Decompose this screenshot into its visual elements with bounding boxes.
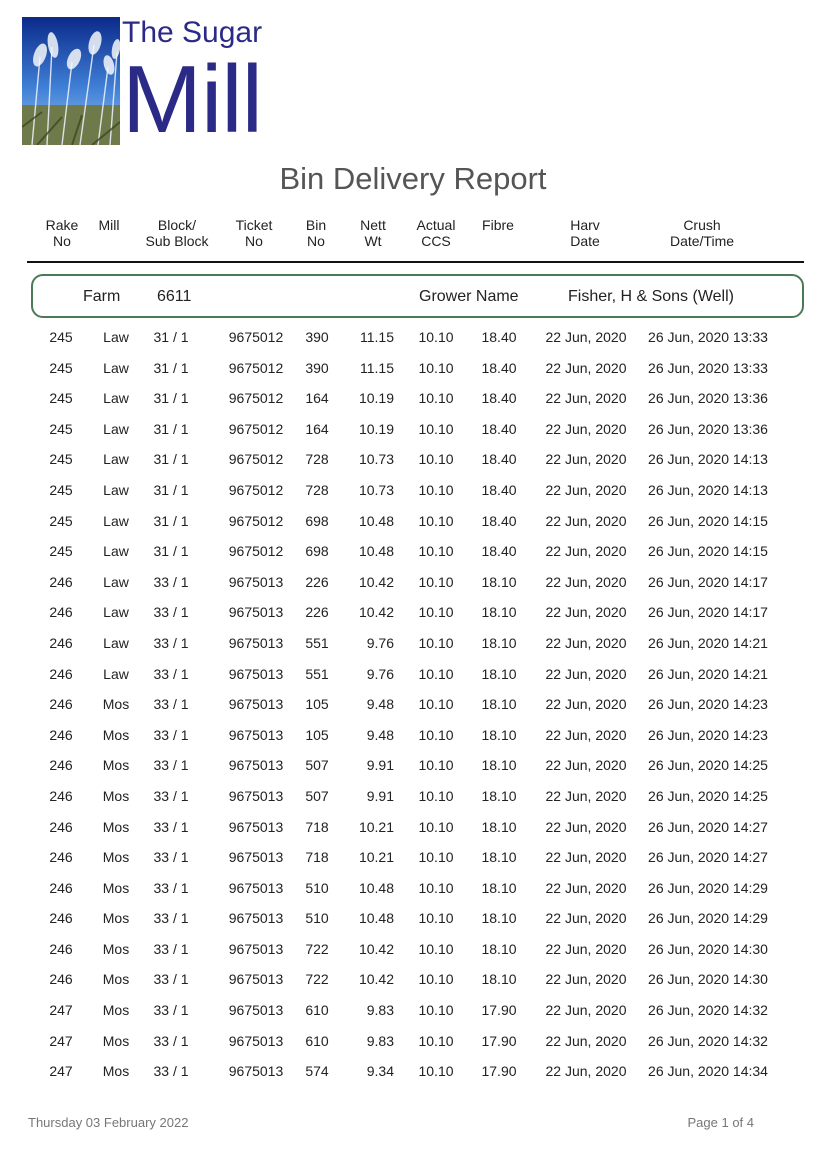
- table-row: [0, 781, 826, 812]
- cell-actual-ccs: 10.10: [418, 451, 454, 468]
- cell-ticket-no: 9675012: [228, 359, 284, 376]
- cell-harv-date: 22 Jun, 2020: [545, 787, 627, 804]
- cell-rake-no: 246: [49, 757, 73, 774]
- cell-mill: Law: [103, 451, 129, 468]
- cell-block: 33 / 1: [153, 1032, 189, 1049]
- cell-block: 31 / 1: [153, 481, 189, 498]
- cell-rake-no: 246: [49, 910, 73, 927]
- cell-actual-ccs: 10.10: [418, 329, 454, 345]
- cell-mill: Law: [103, 359, 129, 376]
- cell-fibre: 18.40: [481, 420, 517, 437]
- cell-ticket-no: 9675012: [228, 543, 284, 560]
- cell-mill: Law: [103, 604, 129, 621]
- cell-harv-date: 22 Jun, 2020: [545, 849, 627, 866]
- table-row: [0, 506, 826, 537]
- cell-nett-wt: 10.48: [358, 543, 394, 560]
- header-rake-no: Rake No: [45, 217, 79, 249]
- cell-block: 33 / 1: [153, 1063, 189, 1080]
- table-row: [0, 444, 826, 475]
- cell-rake-no: 246: [49, 726, 73, 743]
- cell-block: 31 / 1: [153, 359, 189, 376]
- cell-bin-no: 728: [305, 451, 329, 468]
- cell-bin-no: 105: [305, 726, 329, 743]
- cell-nett-wt: 11.15: [360, 359, 394, 376]
- cell-crush-datetime: 26 Jun, 2020 14:32: [648, 1002, 768, 1019]
- cell-nett-wt: 10.42: [358, 971, 394, 988]
- cell-bin-no: 551: [305, 665, 329, 682]
- cell-block: 33 / 1: [153, 971, 189, 988]
- cell-actual-ccs: 10.10: [418, 1032, 454, 1049]
- cell-mill: Mos: [102, 726, 130, 743]
- cell-fibre: 18.40: [481, 390, 517, 407]
- cell-ticket-no: 9675013: [228, 787, 284, 804]
- cell-harv-date: 22 Jun, 2020: [545, 910, 627, 927]
- cell-rake-no: 246: [49, 940, 73, 957]
- cell-rake-no: 246: [49, 634, 73, 651]
- cell-block: 31 / 1: [153, 390, 189, 407]
- cell-ticket-no: 9675013: [228, 696, 284, 713]
- cell-harv-date: 22 Jun, 2020: [545, 757, 627, 774]
- cell-nett-wt: 9.83: [366, 1002, 394, 1019]
- cell-block: 33 / 1: [153, 726, 189, 743]
- cell-block: 31 / 1: [153, 420, 189, 437]
- cell-fibre: 18.10: [481, 910, 517, 927]
- logo-text-main: Mill: [122, 46, 262, 153]
- header-harv-date: Harv Date: [570, 217, 600, 249]
- cell-bin-no: 507: [305, 787, 329, 804]
- cell-ticket-no: 9675013: [228, 726, 284, 743]
- cell-crush-datetime: 26 Jun, 2020 14:23: [648, 696, 768, 713]
- cell-bin-no: 698: [305, 512, 329, 529]
- table-row: [0, 353, 826, 384]
- cell-crush-datetime: 26 Jun, 2020 14:29: [648, 879, 768, 896]
- cell-mill: Law: [103, 420, 129, 437]
- cell-mill: Law: [103, 512, 129, 529]
- cell-ticket-no: 9675013: [228, 604, 284, 621]
- cell-ticket-no: 9675012: [228, 481, 284, 498]
- cell-block: 33 / 1: [153, 910, 189, 927]
- table-row: [0, 873, 826, 904]
- cell-mill: Mos: [102, 971, 130, 988]
- cell-mill: Law: [103, 573, 129, 590]
- farm-group-header: [31, 274, 804, 318]
- cell-nett-wt: 10.19: [358, 420, 394, 437]
- cell-crush-datetime: 26 Jun, 2020 14:13: [648, 451, 768, 468]
- cell-crush-datetime: 26 Jun, 2020 14:27: [648, 849, 768, 866]
- table-row: [0, 536, 826, 567]
- cell-block: 31 / 1: [153, 329, 189, 345]
- cell-rake-no: 245: [49, 359, 73, 376]
- cell-bin-no: 510: [305, 910, 329, 927]
- cell-ticket-no: 9675013: [228, 818, 284, 835]
- header-nett-wt: Nett Wt: [360, 217, 386, 249]
- cell-ticket-no: 9675012: [228, 390, 284, 407]
- cell-ticket-no: 9675013: [228, 971, 284, 988]
- cell-rake-no: 246: [49, 818, 73, 835]
- cell-actual-ccs: 10.10: [418, 481, 454, 498]
- cell-mill: Mos: [102, 1002, 130, 1019]
- cell-crush-datetime: 26 Jun, 2020 14:29: [648, 910, 768, 927]
- cell-fibre: 17.90: [481, 1063, 517, 1080]
- header-mill: Mill: [98, 217, 120, 233]
- cell-block: 33 / 1: [153, 1002, 189, 1019]
- header-actual-ccs: Actual CCS: [416, 217, 456, 249]
- cell-nett-wt: 9.76: [366, 634, 394, 651]
- cell-harv-date: 22 Jun, 2020: [545, 696, 627, 713]
- cell-harv-date: 22 Jun, 2020: [545, 604, 627, 621]
- cell-ticket-no: 9675013: [228, 910, 284, 927]
- cell-harv-date: 22 Jun, 2020: [545, 451, 627, 468]
- cell-fibre: 18.10: [481, 604, 517, 621]
- cell-nett-wt: 9.48: [366, 726, 394, 743]
- cell-actual-ccs: 10.10: [418, 696, 454, 713]
- cell-actual-ccs: 10.10: [418, 665, 454, 682]
- cell-block: 33 / 1: [153, 696, 189, 713]
- cell-rake-no: 246: [49, 787, 73, 804]
- cell-fibre: 18.40: [481, 543, 517, 560]
- table-row: [0, 1056, 826, 1087]
- cell-actual-ccs: 10.10: [418, 849, 454, 866]
- cell-mill: Mos: [102, 787, 130, 804]
- table-row: [0, 750, 826, 781]
- table-row: [0, 659, 826, 690]
- cell-ticket-no: 9675013: [228, 634, 284, 651]
- cell-fibre: 18.10: [481, 634, 517, 651]
- cell-harv-date: 22 Jun, 2020: [545, 1002, 627, 1019]
- cell-bin-no: 718: [305, 818, 329, 835]
- cell-fibre: 18.40: [481, 359, 517, 376]
- table-row: [0, 414, 826, 445]
- cell-harv-date: 22 Jun, 2020: [545, 573, 627, 590]
- footer-page-number: Page 1 of 4: [687, 1115, 754, 1130]
- cell-ticket-no: 9675013: [228, 879, 284, 896]
- cell-mill: Law: [103, 634, 129, 651]
- column-headers: [0, 217, 826, 257]
- cell-nett-wt: 9.48: [366, 696, 394, 713]
- cell-bin-no: 164: [305, 390, 329, 407]
- cell-block: 33 / 1: [153, 634, 189, 651]
- cell-nett-wt: 10.42: [358, 573, 394, 590]
- cell-rake-no: 246: [49, 573, 73, 590]
- cell-mill: Mos: [102, 757, 130, 774]
- cell-crush-datetime: 26 Jun, 2020 14:17: [648, 573, 768, 590]
- grower-label: Grower Name: [419, 288, 519, 305]
- cell-crush-datetime: 26 Jun, 2020 13:33: [648, 329, 768, 345]
- cell-crush-datetime: 26 Jun, 2020 14:17: [648, 604, 768, 621]
- cell-fibre: 18.10: [481, 849, 517, 866]
- cell-bin-no: 718: [305, 849, 329, 866]
- cell-fibre: 18.10: [481, 665, 517, 682]
- table-row: [0, 322, 826, 353]
- cell-harv-date: 22 Jun, 2020: [545, 512, 627, 529]
- table-row: [0, 475, 826, 506]
- cell-actual-ccs: 10.10: [418, 420, 454, 437]
- cell-harv-date: 22 Jun, 2020: [545, 1063, 627, 1080]
- logo-image: [22, 17, 120, 145]
- cell-nett-wt: 9.83: [366, 1032, 394, 1049]
- cell-actual-ccs: 10.10: [418, 787, 454, 804]
- cell-fibre: 18.10: [481, 757, 517, 774]
- cell-rake-no: 245: [49, 481, 73, 498]
- cell-fibre: 17.90: [481, 1002, 517, 1019]
- cell-bin-no: 551: [305, 634, 329, 651]
- cell-crush-datetime: 26 Jun, 2020 14:15: [648, 512, 768, 529]
- cell-mill: Mos: [102, 879, 130, 896]
- cell-bin-no: 390: [305, 359, 329, 376]
- cell-rake-no: 245: [49, 420, 73, 437]
- cell-rake-no: 247: [49, 1032, 73, 1049]
- cell-actual-ccs: 10.10: [418, 1002, 454, 1019]
- cell-mill: Mos: [102, 940, 130, 957]
- cell-actual-ccs: 10.10: [418, 512, 454, 529]
- cell-mill: Mos: [102, 696, 130, 713]
- cell-mill: Law: [103, 329, 129, 345]
- cell-actual-ccs: 10.10: [418, 634, 454, 651]
- table-row: [0, 964, 826, 995]
- grower-name: Fisher, H & Sons (Well): [568, 288, 734, 305]
- cell-bin-no: 574: [305, 1063, 329, 1080]
- cell-mill: Law: [103, 665, 129, 682]
- delivery-table-body: [0, 322, 826, 1087]
- table-row: [0, 903, 826, 934]
- cell-mill: Mos: [102, 1032, 130, 1049]
- cell-harv-date: 22 Jun, 2020: [545, 634, 627, 651]
- cell-fibre: 18.40: [481, 451, 517, 468]
- table-row: [0, 995, 826, 1026]
- header-bin-no: Bin No: [305, 217, 327, 249]
- cell-fibre: 18.40: [481, 329, 517, 345]
- cell-mill: Law: [103, 481, 129, 498]
- cell-bin-no: 722: [305, 971, 329, 988]
- cell-fibre: 18.10: [481, 818, 517, 835]
- cell-crush-datetime: 26 Jun, 2020 14:34: [648, 1063, 768, 1080]
- cell-harv-date: 22 Jun, 2020: [545, 390, 627, 407]
- cell-block: 33 / 1: [153, 940, 189, 957]
- cell-harv-date: 22 Jun, 2020: [545, 359, 627, 376]
- cell-fibre: 18.10: [481, 940, 517, 957]
- cell-actual-ccs: 10.10: [418, 818, 454, 835]
- cell-actual-ccs: 10.10: [418, 726, 454, 743]
- cell-nett-wt: 10.73: [358, 481, 394, 498]
- cell-rake-no: 246: [49, 665, 73, 682]
- cell-actual-ccs: 10.10: [418, 543, 454, 560]
- cell-ticket-no: 9675012: [228, 451, 284, 468]
- cell-crush-datetime: 26 Jun, 2020 14:27: [648, 818, 768, 835]
- cell-bin-no: 698: [305, 543, 329, 560]
- cell-fibre: 18.10: [481, 726, 517, 743]
- cell-nett-wt: 10.21: [358, 818, 394, 835]
- cell-crush-datetime: 26 Jun, 2020 14:21: [648, 665, 768, 682]
- header-fibre: Fibre: [482, 217, 514, 233]
- cell-bin-no: 610: [305, 1002, 329, 1019]
- cell-nett-wt: 10.42: [358, 604, 394, 621]
- cell-mill: Law: [103, 390, 129, 407]
- logo-text-top: The Sugar: [122, 16, 263, 49]
- cell-bin-no: 226: [305, 604, 329, 621]
- cell-rake-no: 245: [49, 329, 73, 345]
- cell-rake-no: 246: [49, 696, 73, 713]
- cell-harv-date: 22 Jun, 2020: [545, 665, 627, 682]
- cell-harv-date: 22 Jun, 2020: [545, 543, 627, 560]
- table-row: [0, 812, 826, 843]
- cell-ticket-no: 9675013: [228, 1002, 284, 1019]
- cell-block: 33 / 1: [153, 787, 189, 804]
- cell-rake-no: 245: [49, 451, 73, 468]
- cell-block: 33 / 1: [153, 849, 189, 866]
- cell-mill: Mos: [102, 1063, 130, 1080]
- footer-date: Thursday 03 February 2022: [28, 1115, 189, 1130]
- table-row: [0, 597, 826, 628]
- table-row: [0, 720, 826, 751]
- cell-bin-no: 510: [305, 879, 329, 896]
- cell-crush-datetime: 26 Jun, 2020 14:25: [648, 757, 768, 774]
- table-row: [0, 934, 826, 965]
- table-row: [0, 567, 826, 598]
- cell-nett-wt: 10.73: [358, 451, 394, 468]
- cell-fibre: 18.10: [481, 696, 517, 713]
- cell-actual-ccs: 10.10: [418, 390, 454, 407]
- cell-actual-ccs: 10.10: [418, 359, 454, 376]
- cell-actual-ccs: 10.10: [418, 573, 454, 590]
- cell-block: 31 / 1: [153, 543, 189, 560]
- table-row: [0, 689, 826, 720]
- cell-crush-datetime: 26 Jun, 2020 13:33: [648, 359, 768, 376]
- cell-nett-wt: 9.91: [366, 787, 394, 804]
- cell-fibre: 18.40: [481, 512, 517, 529]
- cell-block: 33 / 1: [153, 757, 189, 774]
- cell-mill: Mos: [102, 910, 130, 927]
- cell-rake-no: 247: [49, 1002, 73, 1019]
- cell-harv-date: 22 Jun, 2020: [545, 329, 627, 345]
- cell-block: 33 / 1: [153, 665, 189, 682]
- cell-harv-date: 22 Jun, 2020: [545, 971, 627, 988]
- cell-ticket-no: 9675013: [228, 1032, 284, 1049]
- header-divider: [27, 261, 804, 263]
- cell-actual-ccs: 10.10: [418, 940, 454, 957]
- cell-harv-date: 22 Jun, 2020: [545, 818, 627, 835]
- cell-nett-wt: 10.48: [358, 910, 394, 927]
- header-block: Block/ Sub Block: [145, 217, 209, 249]
- cell-crush-datetime: 26 Jun, 2020 14:32: [648, 1032, 768, 1049]
- cell-block: 33 / 1: [153, 573, 189, 590]
- cell-block: 33 / 1: [153, 604, 189, 621]
- cell-fibre: 18.10: [481, 573, 517, 590]
- cell-fibre: 18.10: [481, 879, 517, 896]
- cell-nett-wt: 10.48: [358, 512, 394, 529]
- cell-rake-no: 245: [49, 543, 73, 560]
- cell-nett-wt: 10.21: [358, 849, 394, 866]
- cell-block: 33 / 1: [153, 818, 189, 835]
- cell-actual-ccs: 10.10: [418, 879, 454, 896]
- cell-mill: Law: [103, 543, 129, 560]
- cell-mill: Mos: [102, 849, 130, 866]
- cell-actual-ccs: 10.10: [418, 971, 454, 988]
- cell-crush-datetime: 26 Jun, 2020 14:23: [648, 726, 768, 743]
- header-ticket-no: Ticket No: [235, 217, 273, 249]
- table-row: [0, 628, 826, 659]
- table-row: [0, 383, 826, 414]
- cell-ticket-no: 9675013: [228, 849, 284, 866]
- cell-block: 33 / 1: [153, 879, 189, 896]
- table-row: [0, 842, 826, 873]
- cell-rake-no: 246: [49, 604, 73, 621]
- cell-harv-date: 22 Jun, 2020: [545, 420, 627, 437]
- cell-nett-wt: 10.19: [358, 390, 394, 407]
- cell-bin-no: 507: [305, 757, 329, 774]
- cell-crush-datetime: 26 Jun, 2020 13:36: [648, 420, 768, 437]
- cell-rake-no: 246: [49, 849, 73, 866]
- cell-bin-no: 728: [305, 481, 329, 498]
- cell-harv-date: 22 Jun, 2020: [545, 940, 627, 957]
- cell-bin-no: 722: [305, 940, 329, 957]
- cell-harv-date: 22 Jun, 2020: [545, 726, 627, 743]
- report-title: Bin Delivery Report: [279, 161, 547, 196]
- cell-crush-datetime: 26 Jun, 2020 14:13: [648, 481, 768, 498]
- cell-rake-no: 246: [49, 971, 73, 988]
- cell-crush-datetime: 26 Jun, 2020 14:30: [648, 971, 768, 988]
- cell-nett-wt: 10.48: [358, 879, 394, 896]
- cell-actual-ccs: 10.10: [418, 910, 454, 927]
- cell-ticket-no: 9675013: [228, 757, 284, 774]
- cell-fibre: 18.10: [481, 787, 517, 804]
- cell-crush-datetime: 26 Jun, 2020 13:36: [648, 390, 768, 407]
- cell-crush-datetime: 26 Jun, 2020 14:30: [648, 940, 768, 957]
- cell-ticket-no: 9675013: [228, 573, 284, 590]
- cell-ticket-no: 9675013: [228, 665, 284, 682]
- cell-nett-wt: 9.91: [366, 757, 394, 774]
- cell-crush-datetime: 26 Jun, 2020 14:21: [648, 634, 768, 651]
- cell-rake-no: 245: [49, 390, 73, 407]
- cell-block: 31 / 1: [153, 451, 189, 468]
- cell-crush-datetime: 26 Jun, 2020 14:15: [648, 543, 768, 560]
- cell-mill: Mos: [102, 818, 130, 835]
- cell-actual-ccs: 10.10: [418, 757, 454, 774]
- cell-nett-wt: 11.15: [360, 329, 394, 345]
- cell-nett-wt: 10.42: [358, 940, 394, 957]
- cell-ticket-no: 9675012: [228, 512, 284, 529]
- cell-rake-no: 247: [49, 1063, 73, 1080]
- cell-harv-date: 22 Jun, 2020: [545, 1032, 627, 1049]
- cell-bin-no: 226: [305, 573, 329, 590]
- cell-harv-date: 22 Jun, 2020: [545, 481, 627, 498]
- cell-block: 31 / 1: [153, 512, 189, 529]
- cell-bin-no: 164: [305, 420, 329, 437]
- cell-rake-no: 245: [49, 512, 73, 529]
- cell-ticket-no: 9675012: [228, 420, 284, 437]
- cell-nett-wt: 9.76: [366, 665, 394, 682]
- cell-bin-no: 390: [305, 329, 329, 345]
- cell-harv-date: 22 Jun, 2020: [545, 879, 627, 896]
- cell-rake-no: 246: [49, 879, 73, 896]
- cell-ticket-no: 9675013: [228, 940, 284, 957]
- cell-bin-no: 610: [305, 1032, 329, 1049]
- cell-fibre: 18.10: [481, 971, 517, 988]
- cell-fibre: 18.40: [481, 481, 517, 498]
- header-crush-datetime: Crush Date/Time: [669, 217, 735, 249]
- cell-nett-wt: 9.34: [366, 1063, 394, 1080]
- table-row: [0, 1026, 826, 1057]
- cell-ticket-no: 9675012: [228, 329, 284, 345]
- cell-actual-ccs: 10.10: [418, 604, 454, 621]
- cell-crush-datetime: 26 Jun, 2020 14:25: [648, 787, 768, 804]
- farm-number: 6611: [157, 288, 192, 305]
- cell-fibre: 17.90: [481, 1032, 517, 1049]
- cell-actual-ccs: 10.10: [418, 1063, 454, 1080]
- cell-bin-no: 105: [305, 696, 329, 713]
- farm-label: Farm: [83, 288, 121, 305]
- cell-ticket-no: 9675013: [228, 1063, 284, 1080]
